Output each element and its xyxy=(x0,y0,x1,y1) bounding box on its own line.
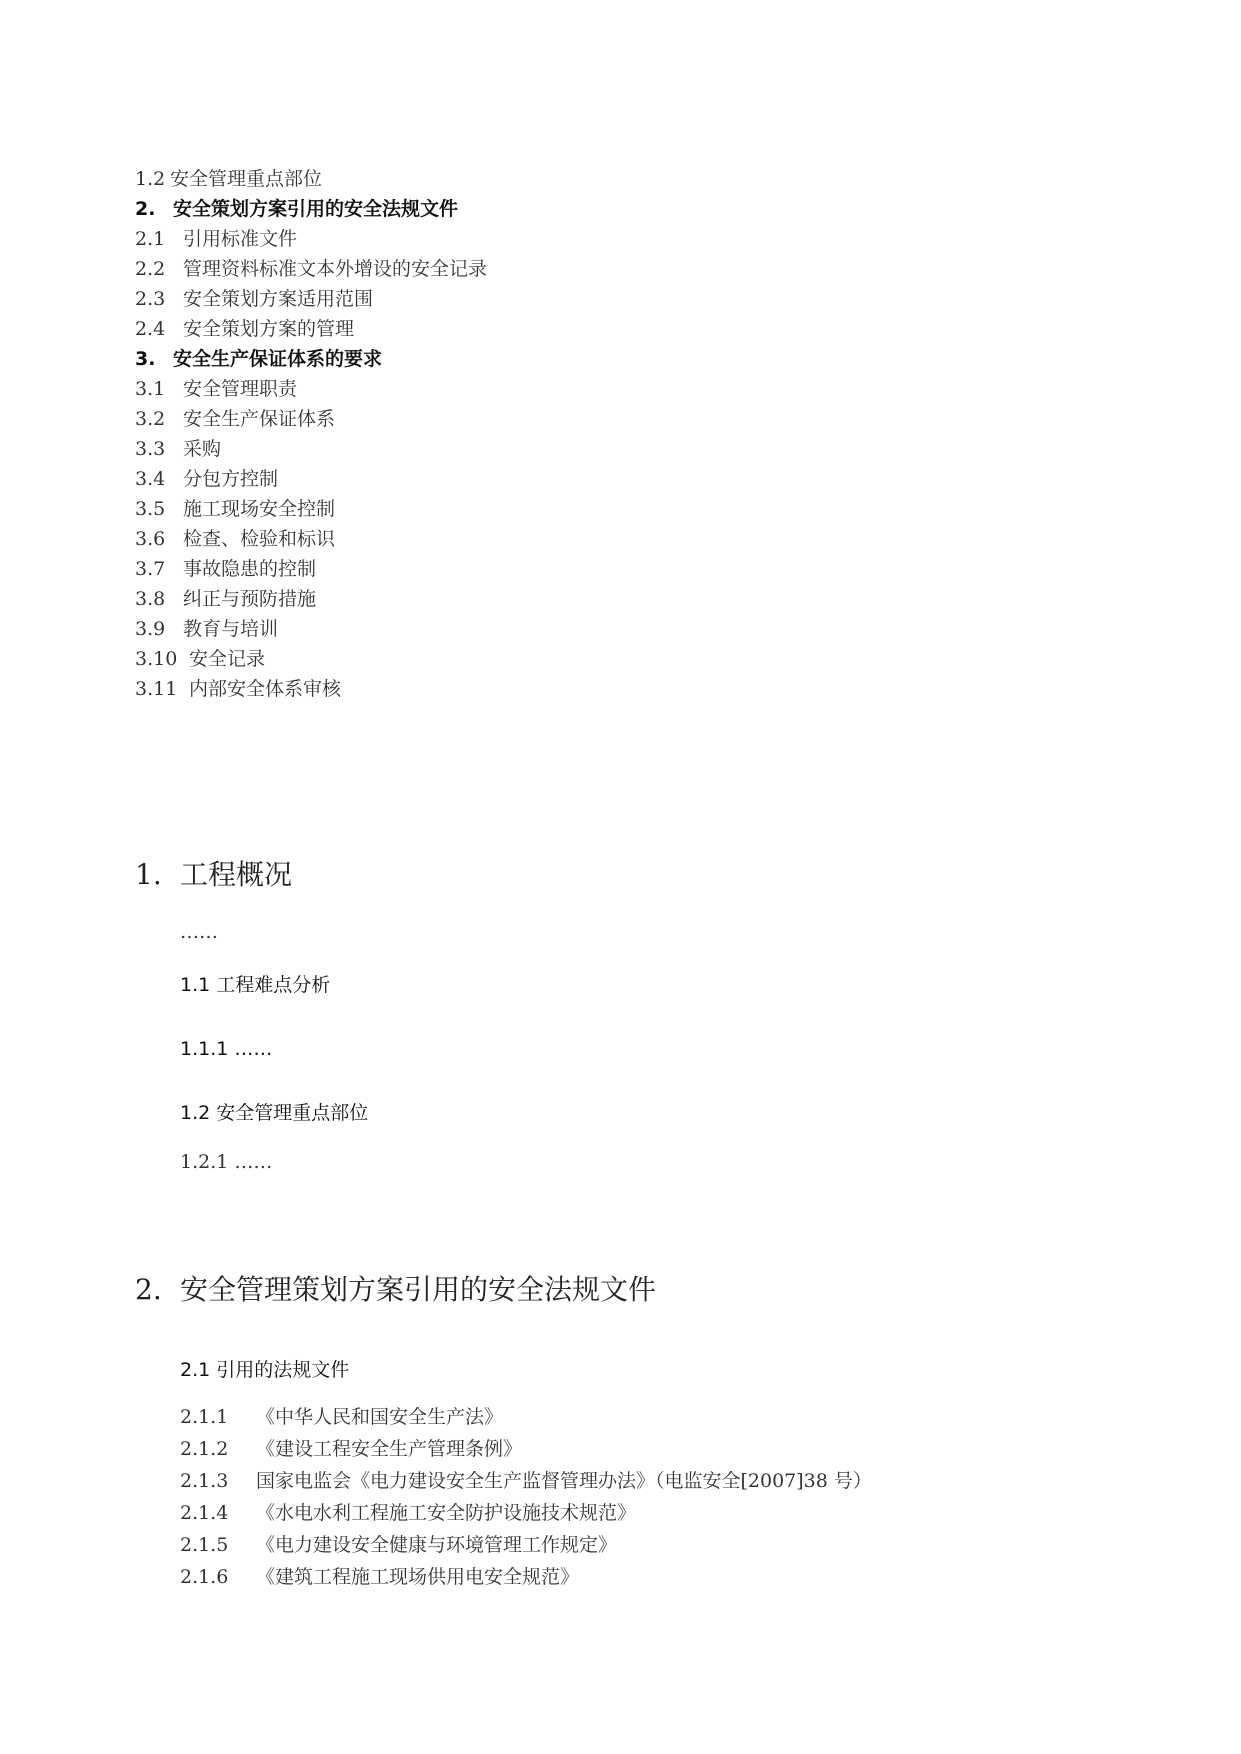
toc-item-number: 3. xyxy=(135,348,156,370)
toc-item-text: 安全策划方案适用范围 xyxy=(183,288,374,310)
toc-item xyxy=(135,644,265,674)
toc-item xyxy=(135,344,382,374)
toc-item-text: 纠正与预防措施 xyxy=(183,588,317,610)
section-heading xyxy=(135,1270,656,1310)
toc-item xyxy=(135,224,297,254)
toc-item-number: 3.2 xyxy=(135,408,166,430)
reference-number: 2.1.4 xyxy=(180,1502,229,1524)
toc-item-number: 2.4 xyxy=(135,318,166,340)
reference-text: 《电力建设安全健康与环境管理工作规定》 xyxy=(256,1534,618,1556)
toc-item-number: 3.1 xyxy=(135,378,166,400)
reference-number: 2.1.3 xyxy=(180,1470,229,1492)
toc-item-text: 安全记录 xyxy=(189,648,266,670)
toc-item-text: 安全管理职责 xyxy=(183,378,298,400)
toc-item-text: 检查、检验和标识 xyxy=(183,528,336,550)
toc-item xyxy=(135,674,341,704)
toc-item-text: 安全生产保证体系 xyxy=(183,408,336,430)
reference-item xyxy=(180,1498,636,1528)
section-heading xyxy=(135,855,292,895)
toc-item-number: 2.1 xyxy=(135,228,166,250)
reference-text: 国家电监会《电力建设安全生产监督管理办法》（电监安全[2007]38 号） xyxy=(256,1470,872,1492)
reference-item xyxy=(180,1434,522,1464)
toc-item-number: 3.5 xyxy=(135,498,166,520)
toc-item-number: 2. xyxy=(135,198,156,220)
toc-item-number: 3.4 xyxy=(135,468,166,490)
section-heading-number: 1. xyxy=(135,858,162,891)
section-intro: …… xyxy=(180,921,218,943)
reference-item xyxy=(180,1530,617,1560)
reference-number: 2.1.2 xyxy=(180,1438,229,1460)
toc-item-number: 3.8 xyxy=(135,588,166,610)
toc-item-text: 事故隐患的控制 xyxy=(183,558,317,580)
reference-item xyxy=(180,1402,503,1432)
toc-item xyxy=(135,434,221,464)
reference-item xyxy=(180,1562,579,1592)
reference-text: 《建筑工程施工现场供用电安全规范》 xyxy=(256,1566,580,1588)
toc-item xyxy=(135,524,335,554)
toc-item xyxy=(135,254,487,284)
reference-number: 2.1.6 xyxy=(180,1566,229,1588)
reference-number: 2.1.1 xyxy=(180,1406,229,1428)
subsection-item: 1.2.1 …… xyxy=(180,1151,273,1173)
toc-item-text: 安全管理重点部位 xyxy=(170,168,323,190)
toc-item xyxy=(135,314,354,344)
reference-text: 《建设工程安全生产管理条例》 xyxy=(256,1438,523,1460)
toc-item xyxy=(135,164,322,194)
toc-item xyxy=(135,554,316,584)
toc-item-number: 3.7 xyxy=(135,558,166,580)
toc-item-text: 安全策划方案的管理 xyxy=(183,318,355,340)
reference-item xyxy=(180,1466,872,1496)
toc-item xyxy=(135,614,278,644)
subsection-title: 1.1 工程难点分析 xyxy=(180,974,331,996)
toc-item xyxy=(135,284,373,314)
section-heading-text: 工程概况 xyxy=(180,858,293,891)
reference-text: 《水电水利工程施工安全防护设施技术规范》 xyxy=(256,1502,637,1524)
section-heading-text: 安全管理策划方案引用的安全法规文件 xyxy=(180,1273,657,1306)
toc-item xyxy=(135,374,297,404)
toc-item-text: 内部安全体系审核 xyxy=(189,678,342,700)
toc-item-text: 施工现场安全控制 xyxy=(183,498,336,520)
toc-item xyxy=(135,404,335,434)
toc-item-number: 3.10 xyxy=(135,648,178,670)
toc-item xyxy=(135,464,278,494)
subsection-title: 2.1 引用的法规文件 xyxy=(180,1359,350,1381)
reference-text: 《中华人民和国安全生产法》 xyxy=(256,1406,504,1428)
toc-item-number: 2.3 xyxy=(135,288,166,310)
subsection-title: 1.2 安全管理重点部位 xyxy=(180,1102,369,1124)
toc-item-number: 3.6 xyxy=(135,528,166,550)
toc-item-number: 3.3 xyxy=(135,438,166,460)
toc-item-text: 安全策划方案引用的安全法规文件 xyxy=(173,198,459,220)
toc-item-number: 2.2 xyxy=(135,258,166,280)
toc-item-text: 引用标准文件 xyxy=(183,228,298,250)
subsection-item: 1.1.1 …… xyxy=(180,1038,273,1060)
toc-item-text: 管理资料标准文本外增设的安全记录 xyxy=(183,258,488,280)
toc-item-number: 1.2 xyxy=(135,168,166,190)
toc-item-number: 3.9 xyxy=(135,618,166,640)
toc-item xyxy=(135,584,316,614)
toc-item-text: 分包方控制 xyxy=(183,468,279,490)
section-heading-number: 2. xyxy=(135,1273,162,1306)
reference-number: 2.1.5 xyxy=(180,1534,229,1556)
toc-item-text: 教育与培训 xyxy=(183,618,279,640)
toc-item-number: 3.11 xyxy=(135,678,178,700)
toc-item xyxy=(135,194,458,224)
toc-item xyxy=(135,494,335,524)
toc-item-text: 安全生产保证体系的要求 xyxy=(173,348,383,370)
toc-item-text: 采购 xyxy=(183,438,222,460)
